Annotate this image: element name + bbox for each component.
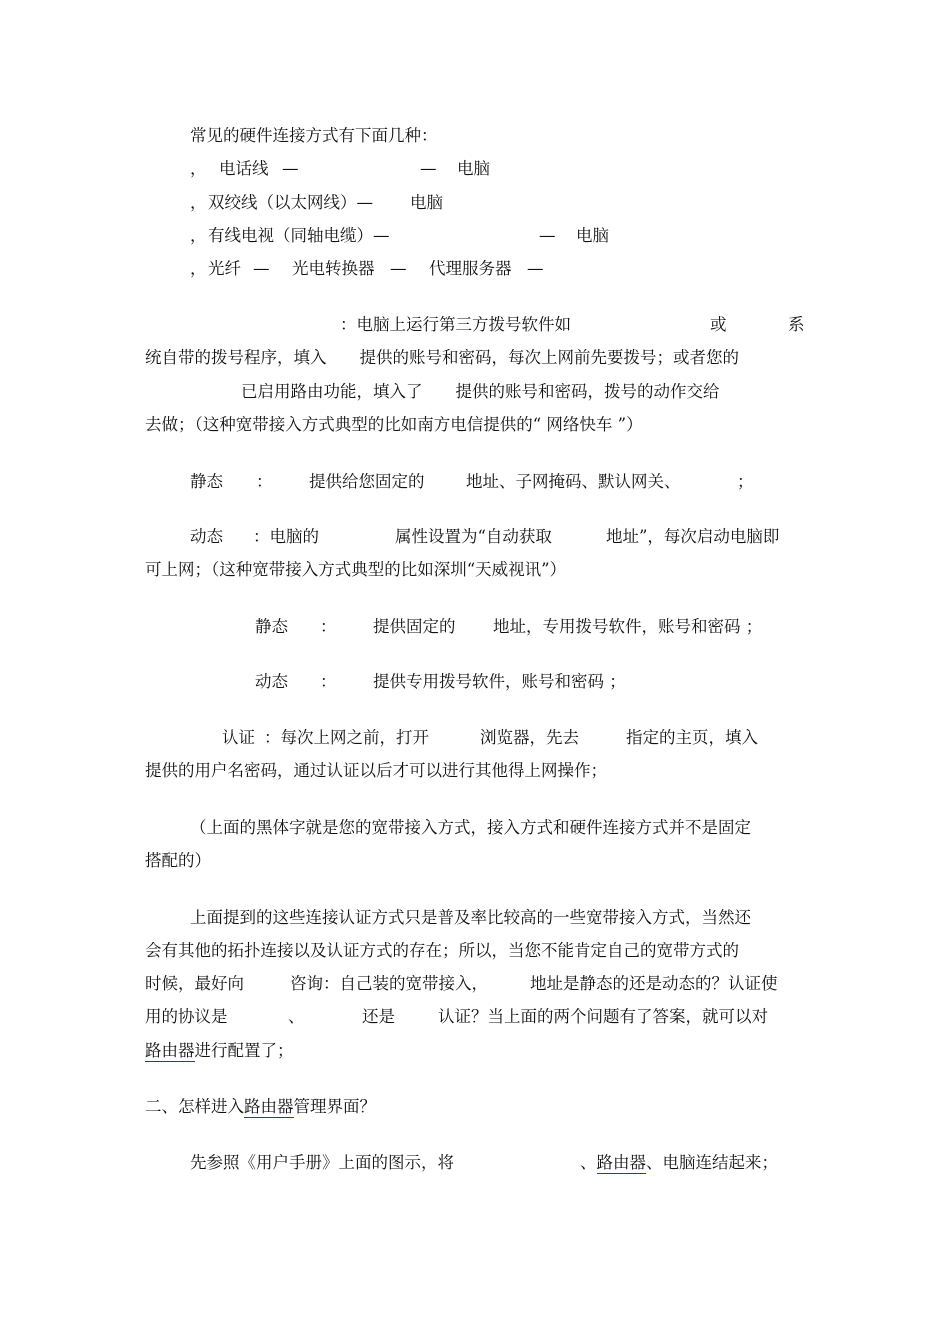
computer-text: 电脑 — [576, 226, 609, 245]
pppoe-dynamic-text: 提供专用拨号软件，账号和密码 ； — [373, 672, 626, 691]
dialup-text-1: ：电脑上运行第三方拨号软件如 — [340, 315, 571, 334]
phone-line-text: 电话线 — [219, 159, 269, 178]
static-text-1: 提供给您固定的 — [309, 472, 425, 491]
pppoe-static-text-1: 提供固定的 — [373, 617, 456, 636]
auth-label: 认证 — [222, 728, 255, 747]
auth-line-2: 提供的用户名密码，通过认证以后才可以进行其他得上网操作； — [145, 761, 607, 780]
bullet: ， — [190, 193, 207, 212]
dialup-line-3: 已启用路由功能，填入了 提供的账号和密码，拨号的动作交给 — [241, 382, 720, 401]
summary-line-4c: 还是 — [362, 1007, 395, 1026]
computer-text: 电脑 — [457, 159, 490, 178]
summary-line-3c: 地址是静态的还是动态的？认证使 — [530, 974, 778, 993]
heading-suffix: 管理界面？ — [293, 1097, 376, 1116]
colon: ： — [320, 617, 337, 636]
router-link[interactable]: 路由器 — [244, 1097, 294, 1116]
semicolon: ； — [737, 472, 754, 491]
auth-text-2: 浏览器，先去 — [480, 728, 579, 747]
bullet: ， — [190, 159, 207, 178]
twisted-pair-text: 双绞线（以太网线）— — [208, 193, 373, 212]
dash: — — [253, 259, 270, 278]
proxy-server-text: 代理服务器 — [429, 259, 512, 278]
summary-line-1: 上面提到的这些连接认证方式只是普及率比较高的一些宽带接入方式，当然还 — [190, 908, 751, 927]
colon: ： — [256, 472, 273, 491]
note-line-2: 搭配的） — [145, 851, 211, 870]
summary-line-3a: 时候，最好向 — [145, 974, 244, 993]
dash: — — [420, 159, 437, 178]
colon: ： — [320, 672, 337, 691]
summary-line-4b: 、 — [288, 1007, 305, 1026]
static-text-2: 地址、子网掩码、默认网关、 — [466, 472, 681, 491]
static-label: 静态 — [190, 472, 223, 491]
router-link[interactable]: 路由器 — [145, 1041, 195, 1060]
last-line-c: 、电脑连结起来； — [646, 1153, 778, 1172]
cable-tv-text: 有线电视（同轴电缆）— — [208, 226, 390, 245]
computer-text: 电脑 — [410, 193, 443, 212]
bullet: ， — [190, 259, 207, 278]
dynamic-line-2: 可上网；（这种宽带接入方式典型的比如深圳“天威视讯”） — [145, 560, 567, 579]
note-line-1: （上面的黑体字就是您的宽带接入方式，接入方式和硬件连接方式并不是固定 — [190, 818, 751, 837]
summary-line-5 — [145, 1040, 294, 1062]
router-link[interactable]: 路由器 — [596, 1153, 646, 1172]
dash: — — [282, 159, 299, 178]
dynamic-text-3: 地址”，每次启动电脑即 — [606, 527, 780, 546]
summary-line-4d: 认证？当上面的两个问题有了答案，就可以对 — [438, 1007, 768, 1026]
heading-prefix: 二、怎样进入 — [145, 1097, 244, 1116]
pppoe-static-text-2: 地址，专用拨号软件，账号和密码 ； — [493, 617, 763, 636]
fiber-text: 光纤 — [208, 259, 241, 278]
summary-line-4a: 用的协议是 — [145, 1007, 228, 1026]
dynamic-text-1: ：电脑的 — [253, 527, 319, 546]
dialup-line-2: 统自带的拨号程序，填入 提供的账号和密码，每次上网前先要拨号；或者您的 — [145, 348, 739, 367]
dialup-sys: 系 — [788, 315, 805, 334]
bullet: ， — [190, 226, 207, 245]
static-label: 静态 — [255, 617, 288, 636]
hardware-intro: 常见的硬件连接方式有下面几种： — [190, 126, 438, 145]
auth-text-3: 指定的主页，填入 — [626, 728, 758, 747]
summary-line-2: 会有其他的拓扑连接以及认证方式的存在；所以，当您不能肯定自己的宽带方式的 — [145, 941, 739, 960]
converter-text: 光电转换器 — [292, 259, 375, 278]
dynamic-text-2: 属性设置为“自动获取 — [395, 527, 552, 546]
dialup-line-4: 去做；（这种宽带接入方式典型的比如南方电信提供的“ 网络快车 ”） — [145, 415, 643, 434]
dash: — — [390, 259, 407, 278]
summary-line-5-rest: 进行配置了； — [194, 1041, 294, 1060]
auth-text-1: ：每次上网之前，打开 — [264, 728, 429, 747]
dynamic-label: 动态 — [190, 527, 223, 546]
comma: 、 — [580, 1153, 597, 1172]
dash: — — [539, 226, 556, 245]
last-line-a: 先参照《用户手册》上面的图示，将 — [190, 1153, 454, 1172]
dash: — — [527, 259, 544, 278]
summary-line-3b: 咨询：自己装的宽带接入， — [290, 974, 488, 993]
last-line-rest — [580, 1152, 778, 1174]
dialup-or: 或 — [710, 315, 727, 334]
section-2-heading — [145, 1096, 376, 1118]
dynamic-label: 动态 — [255, 672, 288, 691]
